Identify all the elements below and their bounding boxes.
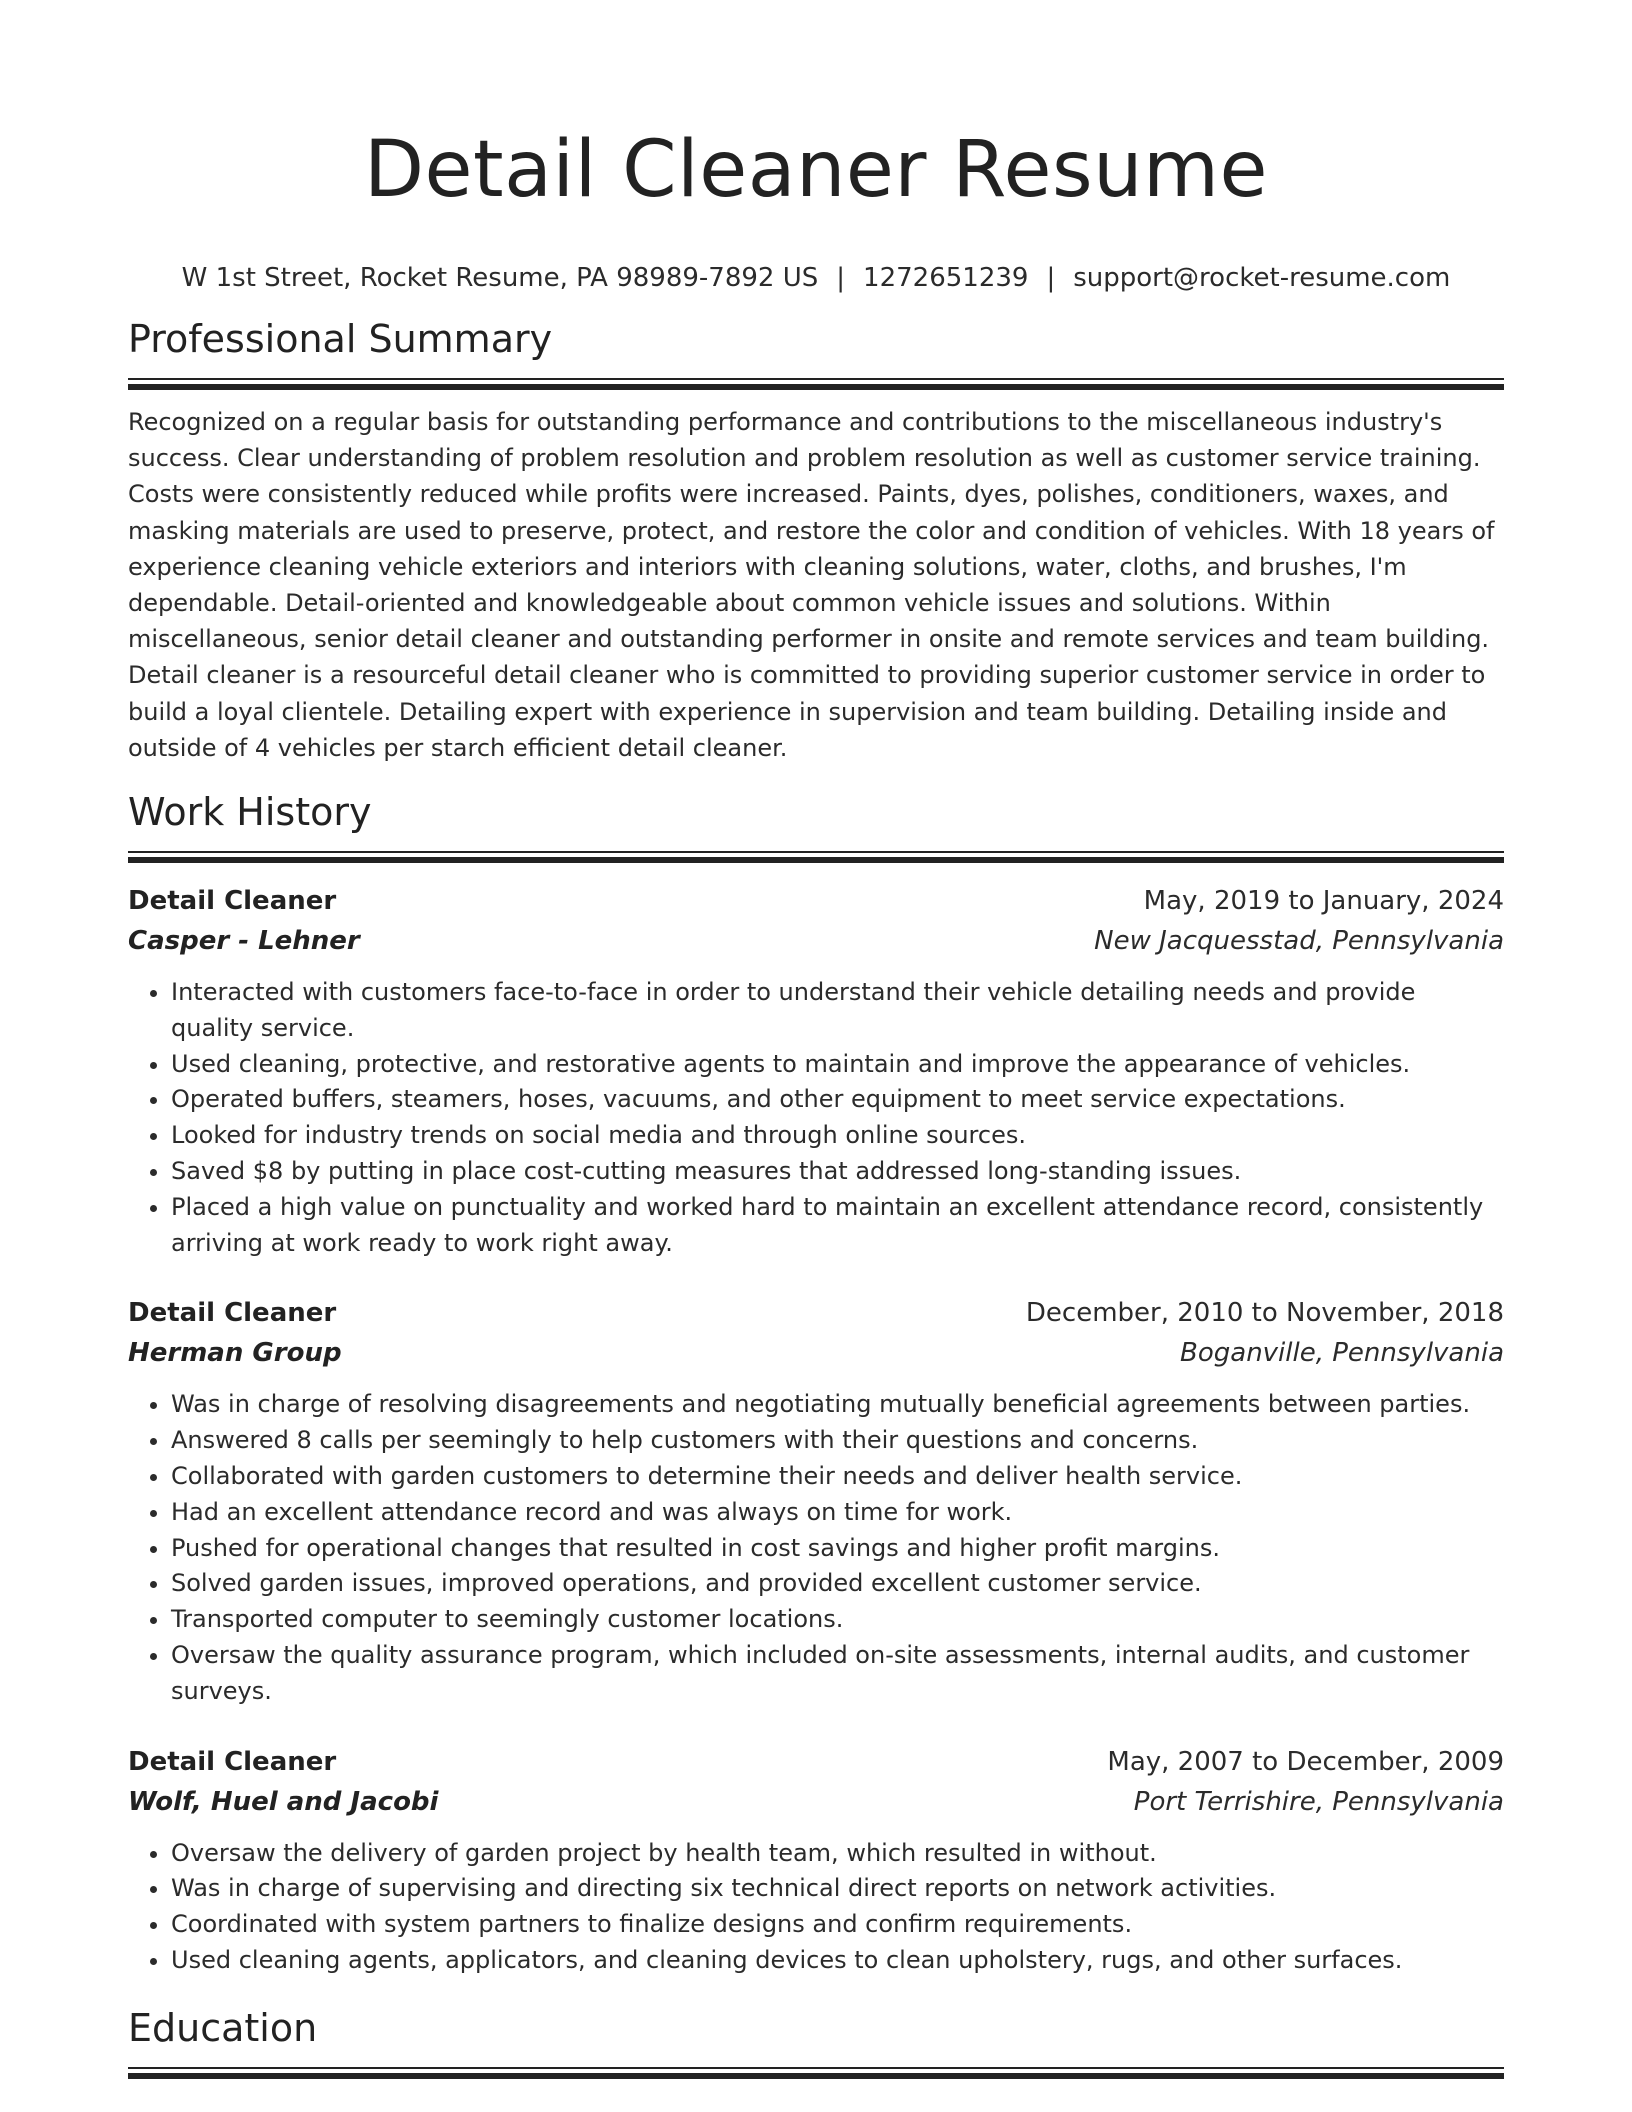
job-entry — [128, 1742, 1504, 1979]
job-bullet-list — [128, 975, 1504, 1261]
contact-address: W 1st Street, Rocket Resume, PA 98989-7892 US — [181, 263, 819, 293]
job-header-row — [128, 881, 1504, 921]
list-item: • Collaborated with garden customers to determine their needs and deliver health service. — [171, 1459, 1504, 1495]
job-location: New Jacquesstad, Pennsylvania — [1094, 926, 1504, 956]
contact-line — [128, 258, 1504, 298]
job-company: Herman Group — [128, 1338, 342, 1369]
job-header-row — [128, 1293, 1504, 1333]
list-item: • Saved $8 by putting in place cost-cutting measures that addressed long-standing issues. — [171, 1154, 1504, 1190]
contact-email: support@rocket-resume.com — [1073, 263, 1451, 293]
list-item: • Used cleaning agents, applicators, and cleaning devices to clean upholstery, rugs, and other surfaces. — [171, 1943, 1504, 1979]
list-item: • Was in charge of resolving disagreements and negotiating mutually beneficial agreements between parties. — [171, 1387, 1504, 1423]
list-item: • Pushed for operational changes that resulted in cost savings and higher profit margins. — [171, 1531, 1504, 1567]
list-item: • Solved garden issues, improved operations, and provided excellent customer service. — [171, 1566, 1504, 1602]
list-item: • Oversaw the quality assurance program, which included on-site assessments, internal audits, and customer surveys. — [171, 1638, 1504, 1710]
section-divider — [128, 378, 1504, 390]
job-location: Boganville, Pennsylvania — [1180, 1338, 1504, 1369]
section-divider — [128, 2067, 1504, 2079]
job-company: Casper - Lehner — [128, 926, 360, 956]
list-item: • Transported computer to seemingly customer locations. — [171, 1602, 1504, 1638]
job-title: Detail Cleaner — [128, 1746, 337, 1777]
list-item: • Was in charge of supervising and directing six technical direct reports on network activities. — [171, 1871, 1504, 1907]
job-dates: May, 2019 to January, 2024 — [1143, 886, 1504, 916]
resume-title: Detail Cleaner Resume — [364, 125, 1268, 215]
education-section — [128, 2003, 1504, 2079]
job-title: Detail Cleaner — [128, 886, 337, 916]
professional-summary-section — [128, 314, 1504, 766]
contact-separator: | — [1046, 263, 1056, 293]
job-header-row — [128, 1742, 1504, 1782]
job-title: Detail Cleaner — [128, 1298, 337, 1329]
list-item: • Placed a high value on punctuality and worked hard to maintain an excellent attendance record, consistently arriving at work ready to work right away. — [171, 1190, 1504, 1262]
job-company-row — [128, 921, 1504, 961]
job-dates: December, 2010 to November, 2018 — [1025, 1298, 1504, 1329]
list-item: • Had an excellent attendance record and was always on time for work. — [171, 1495, 1504, 1531]
section-divider — [128, 851, 1504, 863]
list-item: • Used cleaning, protective, and restorative agents to maintain and improve the appearance of vehicles. — [171, 1047, 1504, 1083]
summary-text: Recognized on a regular basis for outstanding performance and contributions to the miscellaneous industry's success. Clear understanding of problem resolution and problem resolution as well as customer service training. Costs were consistently reduced while profits were increased. Paints, dyes, polishes, conditioners, waxes, and masking materials are used to preserve, protect, and restore the color and condition of vehicles. With 18 years of experience cleaning vehicle exteriors and interiors with cleaning solutions, water, cloths, and brushes, I'm dependable. Detail-oriented and knowledgeable about common vehicle issues and solutions. Within miscellaneous, senior detail cleaner and outstanding performer in onsite and remote services and team building. Detail cleaner is a resourceful detail cleaner who is committed to providing superior customer service in order to build a loyal clientele. Detailing expert with experience in supervision and team building. Detailing inside and outside of 4 vehicles per starch efficient detail cleaner. — [128, 408, 1495, 762]
list-item: • Operated buffers, steamers, hoses, vacuums, and other equipment to meet service expectations. — [171, 1082, 1504, 1118]
job-location: Port Terrishire, Pennsylvania — [1133, 1786, 1504, 1817]
contact-separator: | — [836, 263, 846, 293]
job-entry — [128, 881, 1504, 1261]
work-history-section — [128, 787, 1504, 1979]
list-item: • Oversaw the delivery of garden project by health team, which resulted in without. — [171, 1836, 1504, 1872]
list-item: • Coordinated with system partners to finalize designs and confirm requirements. — [171, 1907, 1504, 1943]
list-item: • Answered 8 calls per seemingly to help customers with their questions and concerns. — [171, 1423, 1504, 1459]
job-entry — [128, 1293, 1504, 1709]
section-heading-work: Work History — [128, 790, 372, 834]
job-dates: May, 2007 to December, 2009 — [1107, 1746, 1504, 1777]
contact-phone: 1272651239 — [863, 263, 1029, 293]
section-heading-education: Education — [128, 2006, 318, 2050]
job-company-row — [128, 1782, 1504, 1822]
section-heading-summary: Professional Summary — [128, 317, 553, 361]
job-bullet-list — [128, 1387, 1504, 1709]
job-company-row — [128, 1333, 1504, 1373]
list-item: • Interacted with customers face-to-face in order to understand their vehicle detailing needs and provide quality service. — [171, 975, 1504, 1047]
job-bullet-list — [128, 1836, 1504, 1979]
list-item: • Looked for industry trends on social media and through online sources. — [171, 1118, 1504, 1154]
job-company: Wolf, Huel and Jacobi — [128, 1786, 439, 1817]
